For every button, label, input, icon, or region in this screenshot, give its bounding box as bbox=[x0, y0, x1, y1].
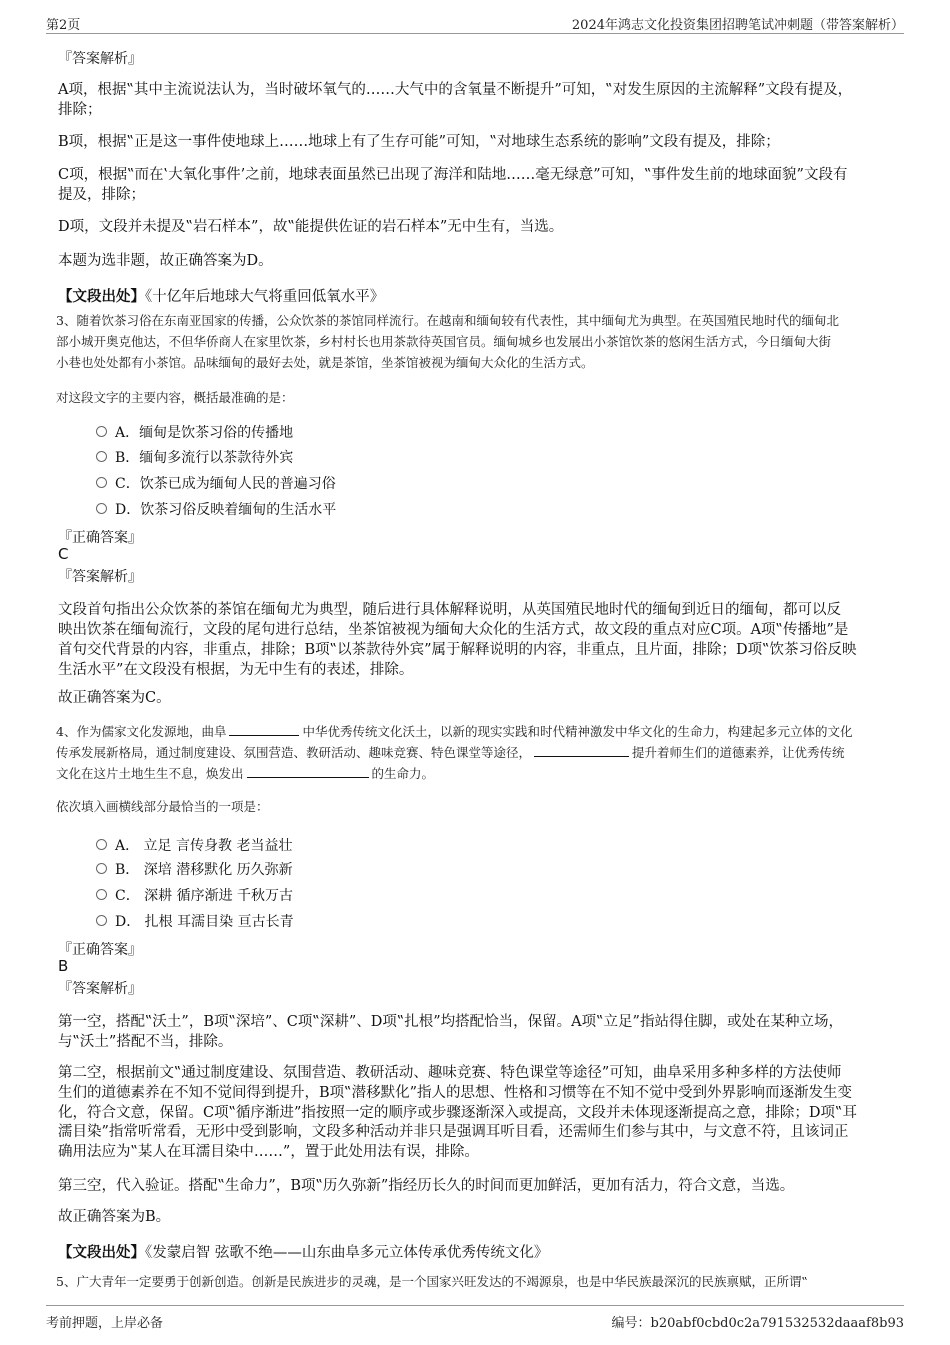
question-prompt: 对这段文字的主要内容，概括最准确的是： bbox=[56, 390, 294, 405]
option-d[interactable] bbox=[96, 911, 294, 931]
radio-icon[interactable] bbox=[96, 426, 107, 437]
option-label: D．饮茶习俗反映着缅甸的生活水平 bbox=[115, 502, 337, 518]
option-label: A．缅甸是饮茶习俗的传播地 bbox=[115, 425, 294, 441]
conclusion-line: 本题为选非题，故正确答案为D。 bbox=[58, 253, 273, 269]
option-a[interactable] bbox=[96, 835, 292, 855]
analysis-line: D项，文段并未提及‟岩石样本”，故‟能提供佐证的岩石样本”无中生有，当选。 bbox=[58, 219, 564, 235]
radio-icon[interactable] bbox=[96, 863, 107, 874]
analysis-line: 与‟沃土”搭配不当，排除。 bbox=[58, 1034, 233, 1050]
analysis-line: 文段首句指出公众饮茶的茶馆在缅甸尤为典型，随后进行具体解释说明，从英国殖民地时代的缅甸到近日的缅甸，都可以反 bbox=[58, 602, 841, 618]
analysis-line: 化，符合文意，保留。C项‟循序渐进”指按照一定的顺序或步骤逐渐深入或提高，文段并未体现逐渐提高之意，排除；D项‟耳 bbox=[58, 1105, 857, 1121]
footer-divider bbox=[46, 1305, 904, 1306]
option-label: A． 立足 言传身教 老当益壮 bbox=[115, 838, 293, 854]
stem-text: 文化在这片土地生生不息，焕发出 bbox=[56, 766, 244, 781]
option-label: D． 扎根 耳濡目染 亘古长青 bbox=[115, 914, 294, 930]
analysis-line: 映出饮茶在缅甸流行，文段的尾句进行总结，坐茶馆被视为缅甸大众化的生活方式，故文段的重点对应C项。A项‟传播地”是 bbox=[58, 622, 849, 638]
page-header bbox=[46, 14, 904, 34]
correct-answer: B bbox=[58, 957, 69, 975]
correct-answer-label: 『正确答案』 bbox=[58, 942, 142, 958]
analysis-line: 生活水平”在文段没有根据，为无中生有的表述，排除。 bbox=[58, 662, 414, 678]
stem-text: 传承发展新格局，通过制度建设、氛围营造、教研活动、趣味竞赛、特色课堂等途径， bbox=[56, 745, 532, 760]
analysis-line: 第一空，搭配‟沃土”，B项‟深培”、C项‟深耕”、D项‟扎根”均搭配恰当，保留。A项‟立足”指站得住脚，或处在某种立场， bbox=[58, 1014, 843, 1030]
document-title: 2024年鸿志文化投资集团招聘笔试冲刺题（带答案解析） bbox=[571, 18, 904, 33]
stem-text: 4、作为儒家文化发源地，曲阜 bbox=[56, 724, 227, 739]
source-citation bbox=[58, 1241, 548, 1262]
analysis-line: 首句交代背景的内容，非重点，排除；B项‟以茶款待外宾”属于解释说明的内容，非重点，且片面，排除；D项‟饮茶习俗反映 bbox=[58, 642, 857, 658]
option-c[interactable] bbox=[96, 473, 336, 493]
option-label: C．饮茶已成为缅甸人民的普遍习俗 bbox=[115, 476, 336, 492]
conclusion-line: 故正确答案为C。 bbox=[58, 690, 171, 706]
analysis-label: 『答案解析』 bbox=[58, 51, 142, 67]
question-stem-line: 小巷也处处都有小茶馆。品味缅甸的最好去处，就是茶馆，坐茶馆被视为缅甸大众化的生活方式。 bbox=[56, 355, 594, 370]
source-heading: 【文段出处】 bbox=[58, 288, 145, 305]
analysis-label: 『答案解析』 bbox=[58, 569, 142, 585]
header-divider bbox=[46, 33, 904, 34]
radio-icon[interactable] bbox=[96, 477, 107, 488]
analysis-line: 确用法应为‟某人在耳濡目染中……”，置于此处用法有误，排除。 bbox=[58, 1144, 479, 1160]
correct-answer-label: 『正确答案』 bbox=[58, 530, 142, 546]
analysis-line: 第二空，根据前文‟通过制度建设、氛围营造、教研活动、趣味竞赛、特色课堂等途径”可知，曲阜采用多种多样的方法使师 bbox=[58, 1065, 842, 1081]
radio-icon[interactable] bbox=[96, 451, 107, 462]
stem-text: 的生命力。 bbox=[371, 766, 435, 781]
option-b[interactable] bbox=[96, 447, 293, 467]
option-b[interactable] bbox=[96, 859, 293, 879]
question-stem-line: 部小城开奥克他达，不但华侨商人在家里饮茶，乡村村长也用茶款待英国官员。缅甸城乡也发展出小茶馆饮茶的悠闲生活方式，今日缅甸大街 bbox=[56, 334, 832, 349]
analysis-line: A项，根据‟其中主流说法认为，当时破坏氧气的……大气中的含氧量不断提升”可知，‟对发生原因的主流解释”文段有提及， bbox=[58, 82, 853, 98]
option-label: B． 深培 潜移默化 历久弥新 bbox=[115, 862, 293, 878]
fill-blank bbox=[534, 744, 629, 757]
option-a[interactable] bbox=[96, 422, 293, 442]
question-stem-line bbox=[56, 763, 896, 784]
source-heading: 【文段出处】 bbox=[58, 1244, 145, 1261]
analysis-line: 第三空，代入验证。搭配‟生命力”，B项‟历久弥新”指经历长久的时间而更加鲜活，更加有活力，符合文意，当选。 bbox=[58, 1178, 795, 1194]
correct-answer: C bbox=[58, 545, 69, 563]
question-stem-line: 5、广大青年一定要勇于创新创造。创新是民族进步的灵魂，是一个国家兴旺发达的不竭源泉，也是中华民族最深沉的民族禀赋，正所谓‟ bbox=[56, 1274, 808, 1289]
source-citation bbox=[58, 285, 384, 306]
radio-icon[interactable] bbox=[96, 889, 107, 900]
stem-text: 提升着师生们的道德素养，让优秀传统 bbox=[632, 745, 845, 760]
option-d[interactable] bbox=[96, 499, 336, 519]
radio-icon[interactable] bbox=[96, 839, 107, 850]
analysis-label: 『答案解析』 bbox=[58, 981, 142, 997]
source-title: 《十亿年后地球大气将重回低氧水平》 bbox=[145, 289, 385, 305]
question-prompt: 依次填入画横线部分最恰当的一项是： bbox=[56, 799, 269, 814]
analysis-line: 濡目染”指常听常看，无形中受到影响，文段多种活动并非只是强调耳听目看，还需师生们参与其中，与文意不符，且该词正 bbox=[58, 1124, 849, 1140]
fill-blank bbox=[247, 765, 369, 778]
question-stem-line bbox=[56, 721, 896, 742]
analysis-line: C项，根据‟而在‛大氧化事件’之前，地球表面虽然已出现了海洋和陆地……毫无绿意”可知，‟事件发生前的地球面貌”文段有 bbox=[58, 167, 848, 183]
option-c[interactable] bbox=[96, 885, 293, 905]
fill-blank bbox=[229, 723, 299, 736]
question-stem-line: 3、随着饮茶习俗在东南亚国家的传播，公众饮茶的茶馆同样流行。在越南和缅甸较有代表性，其中缅甸尤为典型。在英国殖民地时代的缅甸北 bbox=[56, 313, 839, 328]
option-label: B．缅甸多流行以茶款待外宾 bbox=[115, 450, 294, 466]
analysis-line: B项，根据‟正是这一事件使地球上……地球上有了生存可能”可知，‟对地球生态系统的影响”文段有提及，排除； bbox=[58, 134, 780, 150]
footer-slogan: 考前押题，上岸必备 bbox=[46, 1316, 164, 1331]
question-stem-line bbox=[56, 742, 896, 763]
analysis-line: 排除； bbox=[58, 102, 102, 118]
radio-icon[interactable] bbox=[96, 915, 107, 926]
document-id: 编号：b20abf0cbd0c2a791532532daaaf8b93 bbox=[611, 1316, 904, 1331]
page-number: 第2页 bbox=[46, 18, 81, 33]
analysis-line: 生们的道德素养在不知不觉间得到提升，B项‟潜移默化”指人的思想、性格和习惯等在不知不觉中受到外界影响而逐渐发生变 bbox=[58, 1085, 852, 1101]
source-title: 《发蒙启智 弦歌不绝——山东曲阜多元立体传承优秀传统文化》 bbox=[145, 1245, 549, 1261]
radio-icon[interactable] bbox=[96, 503, 107, 514]
conclusion-line: 故正确答案为B。 bbox=[58, 1209, 171, 1225]
option-label: C． 深耕 循序渐进 千秋万古 bbox=[115, 888, 294, 904]
analysis-line: 提及，排除； bbox=[58, 187, 145, 203]
stem-text: 中华优秀传统文化沃土，以新的现实实践和时代精神激发中华文化的生命力，构建起多元立体的文化 bbox=[302, 724, 853, 739]
